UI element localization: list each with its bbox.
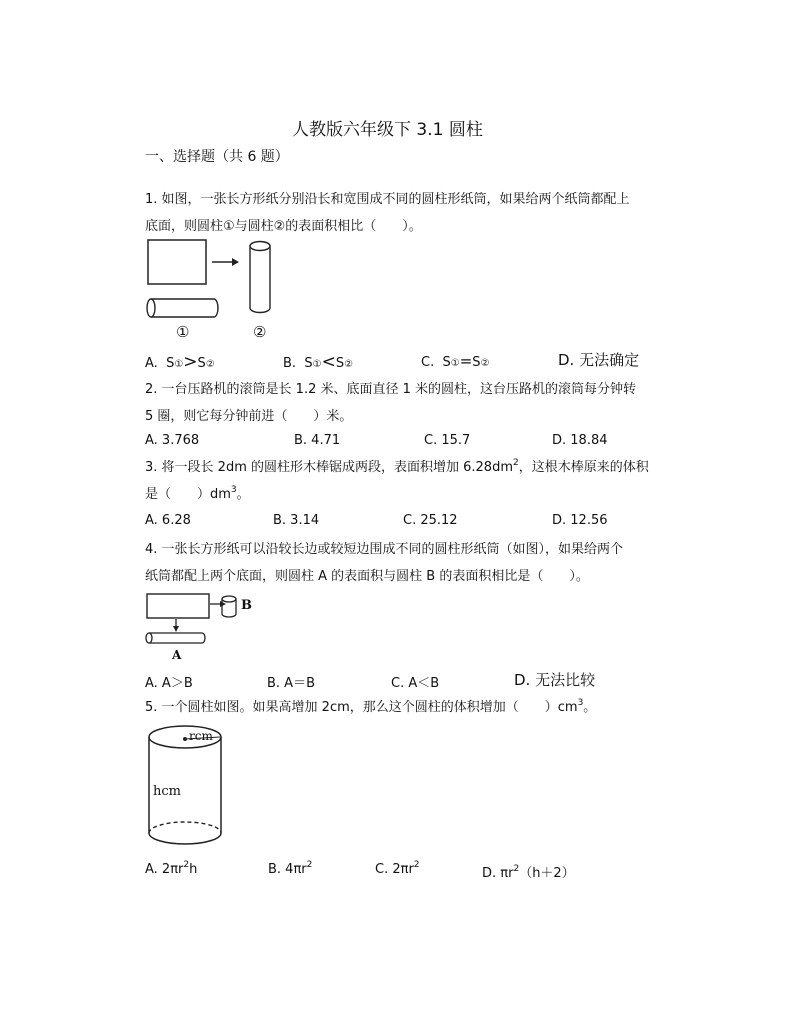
q5-label-radius: rcm bbox=[189, 729, 213, 743]
q3-option-d[interactable]: D. 12.56 bbox=[552, 513, 608, 528]
q1-label-1: ① bbox=[176, 323, 190, 341]
q2-option-b[interactable]: B. 4.71 bbox=[294, 433, 341, 448]
q1-text-line1: 1. 如图，一张长方形纸分别沿长和宽围成不同的圆柱形纸筒，如果给两个纸筒都配上 bbox=[145, 192, 630, 207]
q5-option-c[interactable]: C. $2\pi r^2$ bbox=[375, 860, 420, 877]
q3-option-b[interactable]: B. 3.14 bbox=[273, 513, 320, 528]
q4-option-b[interactable]: B. A＝B bbox=[267, 676, 315, 691]
q4-label-b: B bbox=[241, 598, 252, 613]
q1-arrow-head bbox=[232, 258, 239, 266]
q1-option-a[interactable]: A. S①>S② bbox=[145, 352, 215, 372]
q3-option-c[interactable]: C. 25.12 bbox=[403, 513, 458, 528]
q5-option-d[interactable]: D. $\pi r^2(h+2)$ bbox=[482, 864, 575, 881]
q4-text-line2: 纸筒都配上两个底面，则圆柱 A 的表面积与圆柱 B 的表面积相比是（ ）。 bbox=[145, 569, 589, 584]
q2-option-c[interactable]: C. 15.7 bbox=[424, 433, 471, 448]
q1-rectangle-paper bbox=[148, 240, 206, 284]
q4-option-c[interactable]: C. A＜B bbox=[391, 676, 440, 691]
q1-label-2: ② bbox=[253, 323, 267, 341]
q4-cylinder-b bbox=[222, 596, 236, 617]
q3-text-line2: 是（ ）$dm^3$。 bbox=[145, 485, 250, 502]
q5-option-a[interactable]: A. $2\pi r^2h$ bbox=[145, 860, 198, 877]
q3-option-a[interactable]: A. 6.28 bbox=[145, 513, 191, 528]
q4-cylinder-a bbox=[146, 633, 205, 643]
q2-text-line2: 5 圈，则它每分钟前进（ ）米。 bbox=[145, 409, 353, 424]
q5-text-line1: 5. 一个圆柱如图。如果高增加 2cm，那么这个圆柱的体积增加（ ）$cm^3$。 bbox=[145, 698, 597, 715]
q4-rectangle-paper bbox=[147, 594, 209, 618]
q1-text-line2: 底面，则圆柱①与圆柱②的表面积相比（ ）。 bbox=[145, 219, 422, 234]
q2-option-d[interactable]: D. 18.84 bbox=[552, 433, 608, 448]
section-heading: 一、选择题（共 6 题） bbox=[145, 149, 289, 165]
q1-cylinder-1 bbox=[147, 299, 218, 317]
page-title: 人教版六年级下 3.1 圆柱 bbox=[292, 120, 483, 140]
q2-option-a[interactable]: A. 3.768 bbox=[145, 433, 200, 448]
q5-option-b[interactable]: B. $4\pi r^2$ bbox=[268, 860, 313, 877]
q4-arrow-down-head bbox=[173, 626, 179, 632]
q2-text-line1: 2. 一台压路机的滚筒是长 1.2 米、底面直径 1 米的圆柱，这台压路机的滚筒每分钟转 bbox=[145, 382, 637, 397]
q5-bottom-back bbox=[149, 822, 221, 833]
q4-label-a: A bbox=[172, 648, 182, 662]
q1-option-c[interactable]: C. S①=S② bbox=[421, 352, 490, 370]
q1-cylinder-2 bbox=[250, 242, 270, 313]
q4-option-d[interactable]: D. 无法比较 bbox=[514, 671, 596, 689]
q1-option-d[interactable]: D. 无法确定 bbox=[558, 351, 640, 369]
q3-text-line1: 3. 将一段长 2dm 的圆柱形木棒锯成两段，表面积增加 $6.28dm^2$，这根木棒原来的体积 bbox=[145, 458, 649, 475]
q5-bottom-front bbox=[149, 833, 221, 844]
q4-option-a[interactable]: A. A＞B bbox=[145, 676, 193, 691]
q5-label-height: hcm bbox=[153, 784, 181, 799]
q1-option-b[interactable]: B. S①<S② bbox=[283, 352, 354, 372]
q4-text-line1: 4. 一张长方形纸可以沿较长边或较短边围成不同的圆柱形纸筒（如图），如果给两个 bbox=[145, 542, 624, 557]
